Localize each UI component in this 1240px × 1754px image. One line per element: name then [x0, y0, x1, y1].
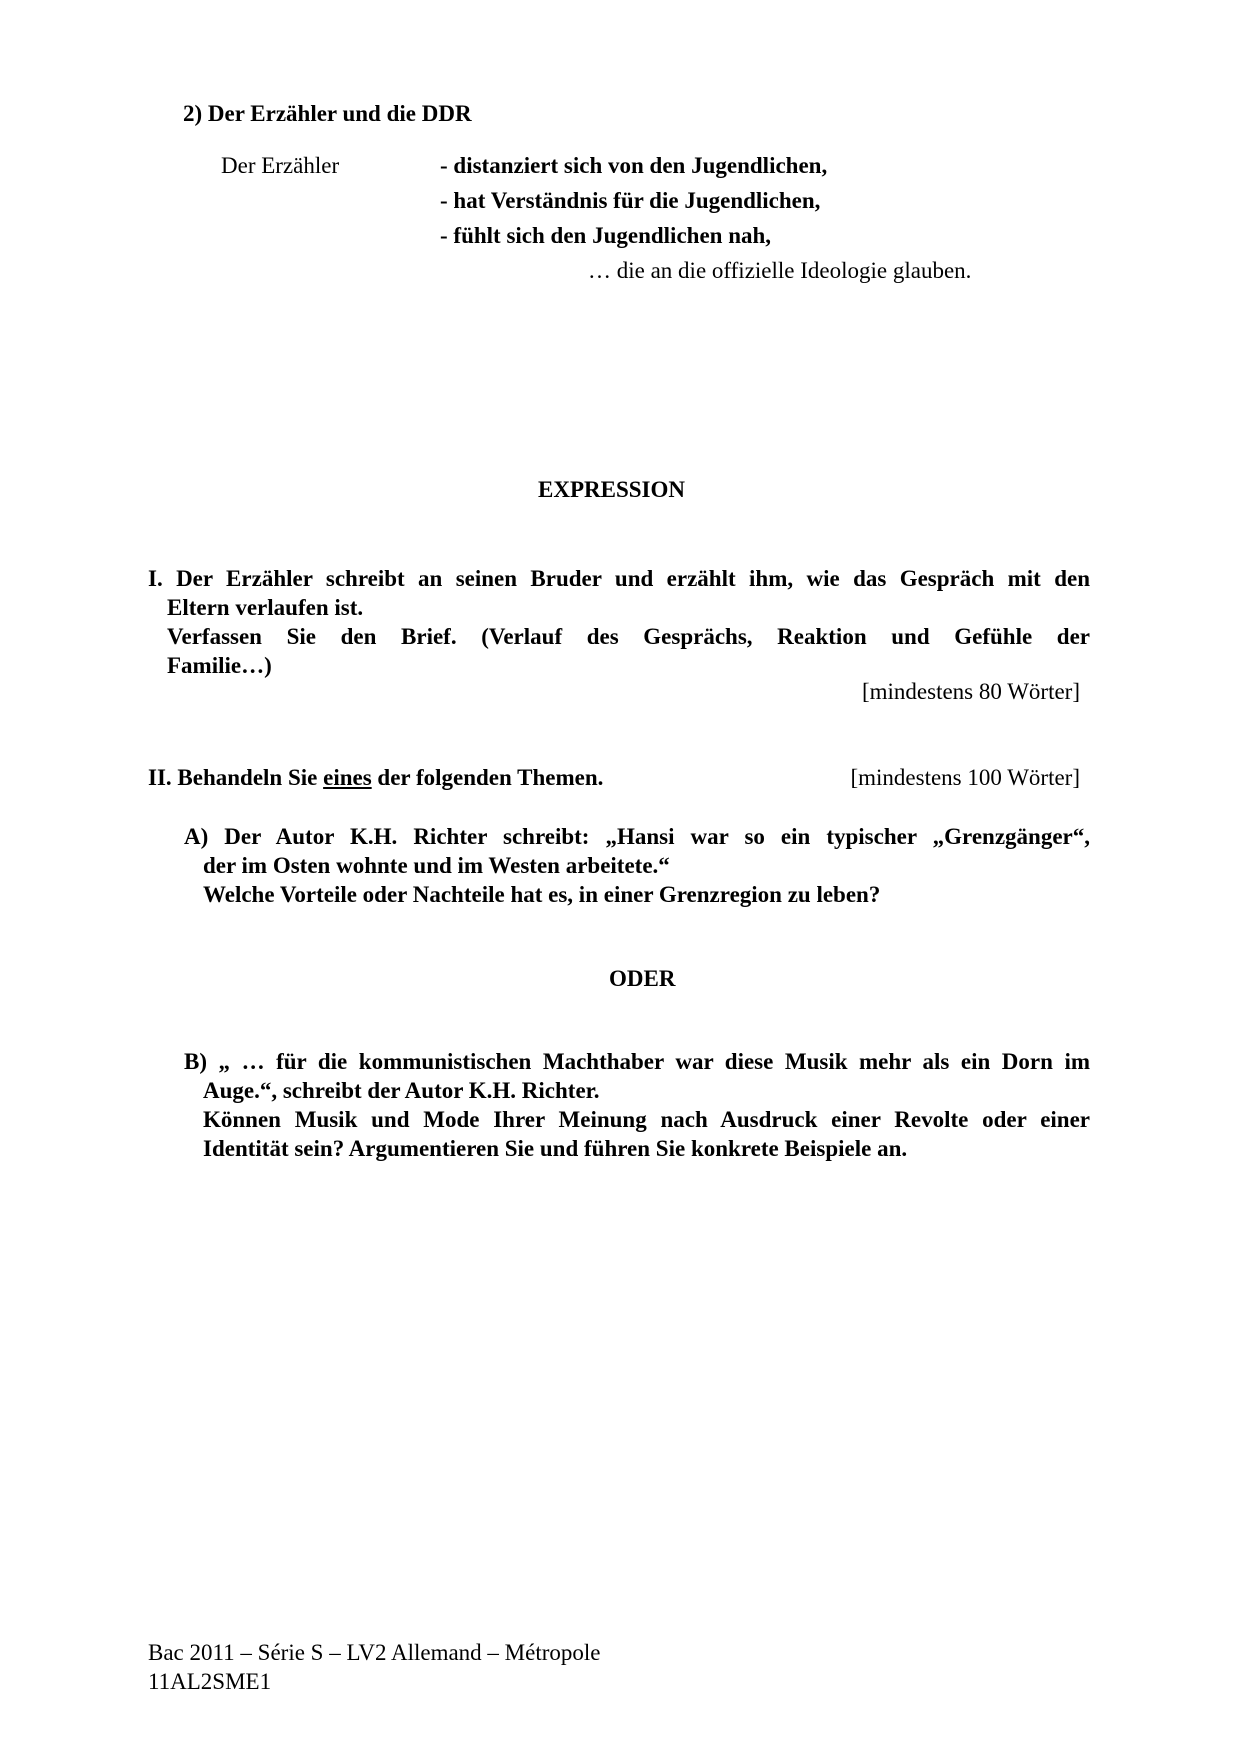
oder-separator: ODER	[609, 966, 676, 991]
option-a-line: A) Der Autor K.H. Richter schreibt: „Hansi war so ein typischer „Grenzgänger“,	[184, 824, 1090, 849]
min-words-label: [mindestens 100 Wörter]	[850, 765, 1080, 790]
task-1	[148, 564, 1090, 680]
footer-exam-info: Bac 2011 – Série S – LV2 Allemand – Métropole	[148, 1640, 601, 1665]
option-b-line: Können Musik und Mode Ihrer Meinung nach Ausdruck einer Revolte oder einer	[203, 1107, 1090, 1132]
footer-code: 11AL2SME1	[148, 1669, 272, 1694]
option-b-line: Identität sein? Argumentieren Sie und führen Sie konkrete Beispiele an.	[203, 1136, 908, 1161]
option-b-line: Auge.“, schreibt der Autor K.H. Richter.	[203, 1078, 600, 1103]
task-2-intro	[148, 763, 603, 792]
subject-label: Der Erzähler	[221, 153, 340, 178]
expression-title: EXPRESSION	[538, 477, 685, 502]
task-1-line: Eltern verlaufen ist.	[167, 595, 364, 620]
task-1-line: Verfassen Sie den Brief. (Verlauf des Gesprächs, Reaktion und Gefühle der	[167, 624, 1090, 649]
section-heading: 2) Der Erzähler und die DDR	[183, 101, 472, 126]
task-1-line: Familie…)	[167, 653, 272, 678]
option-item: - hat Verständnis für die Jugendlichen,	[440, 188, 821, 213]
task-2-intro-prefix: II. Behandeln Sie	[148, 765, 324, 790]
min-words-label: [mindestens 80 Wörter]	[861, 679, 1080, 704]
option-a-line: Welche Vorteile oder Nachteile hat es, in einer Grenzregion zu leben?	[203, 882, 881, 907]
option-a-line: der im Osten wohnte und im Westen arbeitete.“	[203, 853, 670, 878]
option-item: - fühlt sich den Jugendlichen nah,	[440, 223, 772, 248]
task-2-intro-suffix: der folgenden Themen.	[371, 765, 604, 790]
option-item: - distanziert sich von den Jugendlichen,	[440, 153, 828, 178]
task-1-line: I. Der Erzähler schreibt an seinen Bruder und erzählt ihm, wie das Gespräch mit den	[148, 566, 1090, 591]
task-2-intro-emphasis: eines	[323, 765, 372, 790]
option-b-line: B) „ … für die kommunistischen Machthaber war diese Musik mehr als ein Dorn im	[184, 1049, 1090, 1074]
continuation-text: … die an die offizielle Ideologie glauben.	[588, 258, 972, 283]
option-a	[184, 822, 1090, 909]
option-b	[184, 1047, 1090, 1163]
